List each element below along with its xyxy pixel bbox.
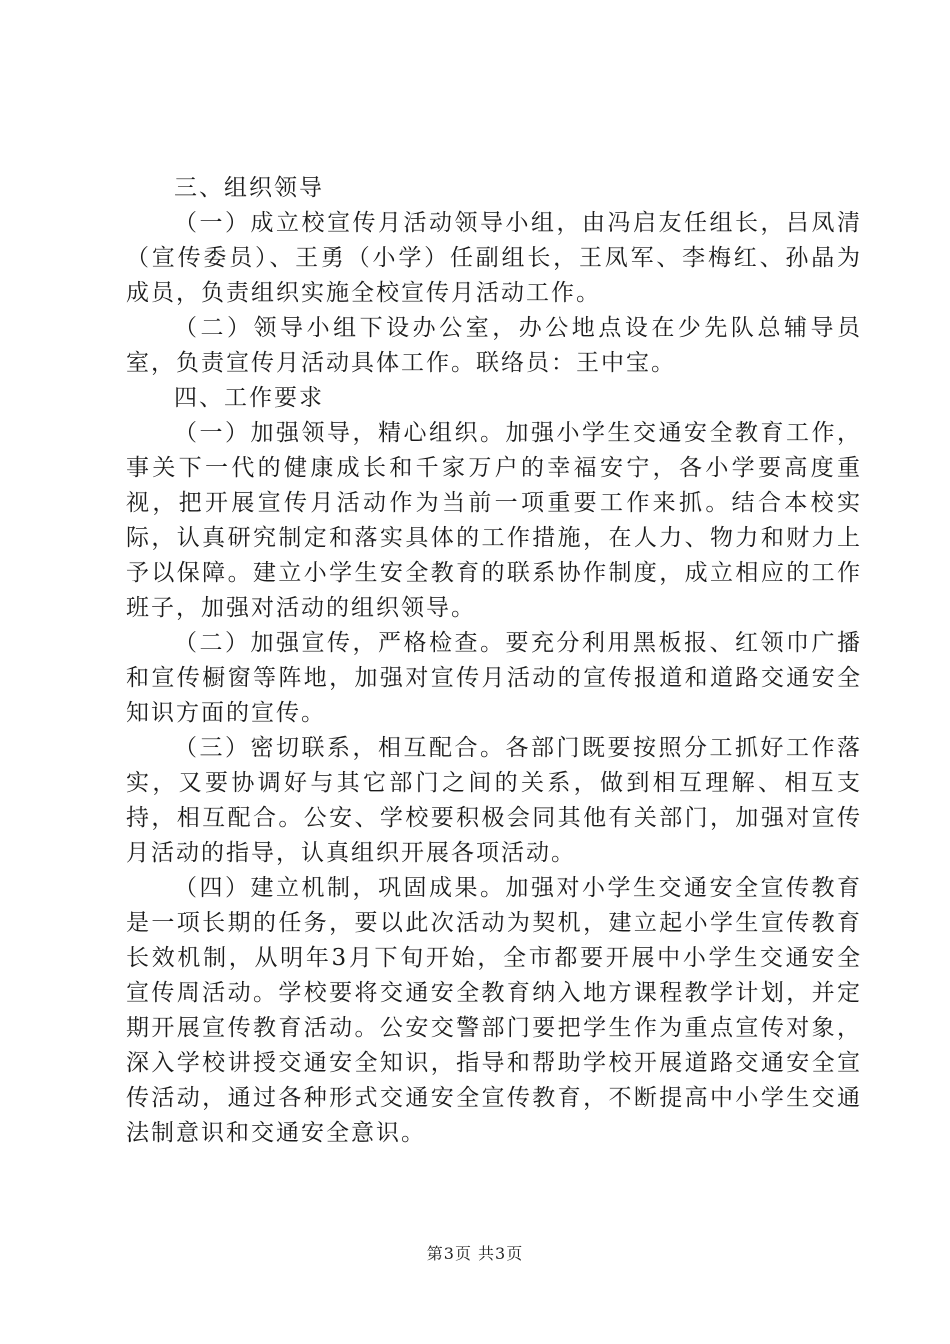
paragraph-requirement-2: （二）加强宣传，严格检查。要充分利用黑板报、红领巾广播和宣传橱窗等阵地，加强对宣传月活动的宣传报道和道路交通安全知识方面的宣传。 (126, 630, 862, 726)
section-heading-requirements: 四、工作要求 (174, 385, 324, 411)
paragraph-requirement-3: （三）密切联系，相互配合。各部门既要按照分工抓好工作落实，又要协调好与其它部门之间的关系，做到相互理解、相互支持，相互配合。公安、学校要积极会同其他有关部门，加强对宣传月活动的指导，认真组织开展各项活动。 (126, 735, 862, 866)
paragraph-leading-group: （一）成立校宣传月活动领导小组，由冯启友任组长，吕凤清（宣传委员）、王勇（小学）任副组长，王凤军、李梅红、孙晶为成员，负责组织实施全校宣传月活动工作。 (126, 210, 862, 306)
paragraph-office: （二）领导小组下设办公室，办公地点设在少先队总辅导员室，负责宣传月活动具体工作。联络员：王中宝。 (126, 315, 862, 376)
paragraph-requirement-4: （四）建立机制，巩固成果。加强对小学生交通安全宣传教育是一项长期的任务，要以此次活动为契机，建立起小学生宣传教育长效机制，从明年3月下旬开始，全市都要开展中小学生交通安全宣传周活动。学校要将交通安全教育纳入地方课程教学计划，并定期开展宣传教育活动。公安交警部门要把学生作为重点宣传对象，深入学校讲授交通安全知识，指导和帮助学校开展道路交通安全宣传活动，通过各种形式交通安全宣传教育，不断提高中小学生交通法制意识和交通安全意识。 (126, 875, 862, 1146)
page-number-label: 第3页 共3页 (426, 1244, 524, 1263)
page-footer (0, 1243, 950, 1265)
section-heading-organization: 三、组织领导 (174, 175, 324, 201)
document-body (126, 171, 862, 1151)
paragraph-requirement-1: （一）加强领导，精心组织。加强小学生交通安全教育工作，事关下一代的健康成长和千家万户的幸福安宁，各小学要高度重视，把开展宣传月活动作为当前一项重要工作来抓。结合本校实际，认真研究制定和落实具体的工作措施，在人力、物力和财力上予以保障。建立小学生安全教育的联系协作制度，成立相应的工作班子，加强对活动的组织领导。 (126, 420, 862, 621)
